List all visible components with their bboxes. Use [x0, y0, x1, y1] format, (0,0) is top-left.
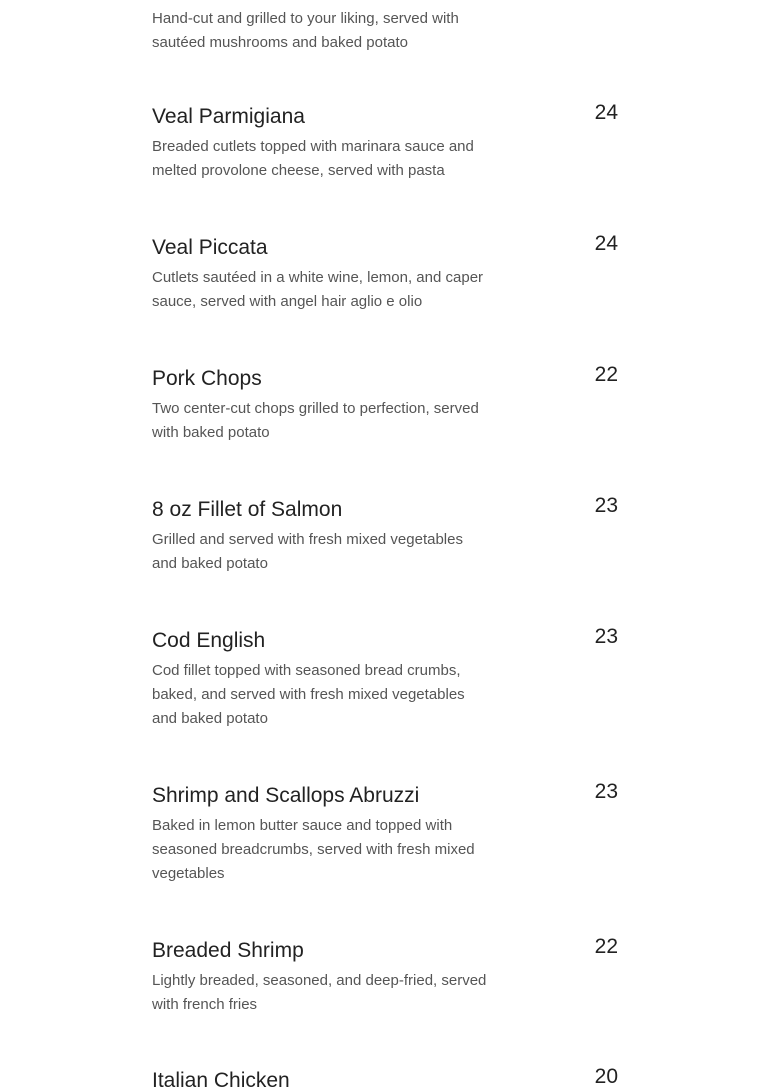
menu-item-description: Two center-cut chops grilled to perfection, served with baked potato [152, 400, 479, 441]
menu-item [152, 1067, 618, 1089]
menu-item [152, 7, 618, 55]
menu-item-price: 24 [594, 101, 618, 124]
menu-item [152, 365, 618, 445]
menu-item-price: 23 [594, 780, 618, 803]
menu-item-description: Baked in lemon butter sauce and topped with seasoned breadcrumbs, served with fresh mixed vegetables [152, 817, 475, 882]
menu-item-description: Hand-cut and grilled to your liking, served with sautéed mushrooms and baked potato [152, 10, 459, 51]
menu-item-description: Cutlets sautéed in a white wine, lemon, and caper sauce, served with angel hair aglio e olio [152, 269, 484, 310]
menu-item-name: Italian Chicken [152, 1069, 290, 1089]
menu-item [152, 782, 618, 886]
menu-item-name: Pork Chops [152, 367, 262, 390]
menu-item-name: Shrimp and Scallops Abruzzi [152, 784, 420, 807]
menu-item [152, 496, 618, 576]
menu-item-name: 8 oz Fillet of Salmon [152, 498, 343, 521]
menu-item-name: Cod English [152, 629, 266, 652]
menu-item-price: 23 [594, 625, 618, 648]
menu-item [152, 103, 618, 183]
menu-item-price: 22 [594, 363, 618, 386]
menu-item-name: Breaded Shrimp [152, 939, 304, 962]
menu-item-price: 20 [594, 1065, 618, 1088]
menu-item-name: Veal Piccata [152, 236, 268, 259]
menu-item-price: 22 [594, 935, 618, 958]
menu-item-price: 24 [594, 232, 618, 255]
menu-item [152, 937, 618, 1017]
menu-item-description: Lightly breaded, seasoned, and deep-fried, served with french fries [152, 972, 487, 1013]
menu-item-price: 23 [594, 494, 618, 517]
menu-item-description: Cod fillet topped with seasoned bread crumbs, baked, and served with fresh mixed vegetables and baked potato [152, 662, 465, 727]
menu-item-description: Breaded cutlets topped with marinara sauce and melted provolone cheese, served with pasta [152, 138, 474, 179]
menu-item [152, 234, 618, 314]
menu-item-name: Veal Parmigiana [152, 105, 305, 128]
menu-item [152, 627, 618, 731]
menu-item-description: Grilled and served with fresh mixed vegetables and baked potato [152, 531, 463, 572]
